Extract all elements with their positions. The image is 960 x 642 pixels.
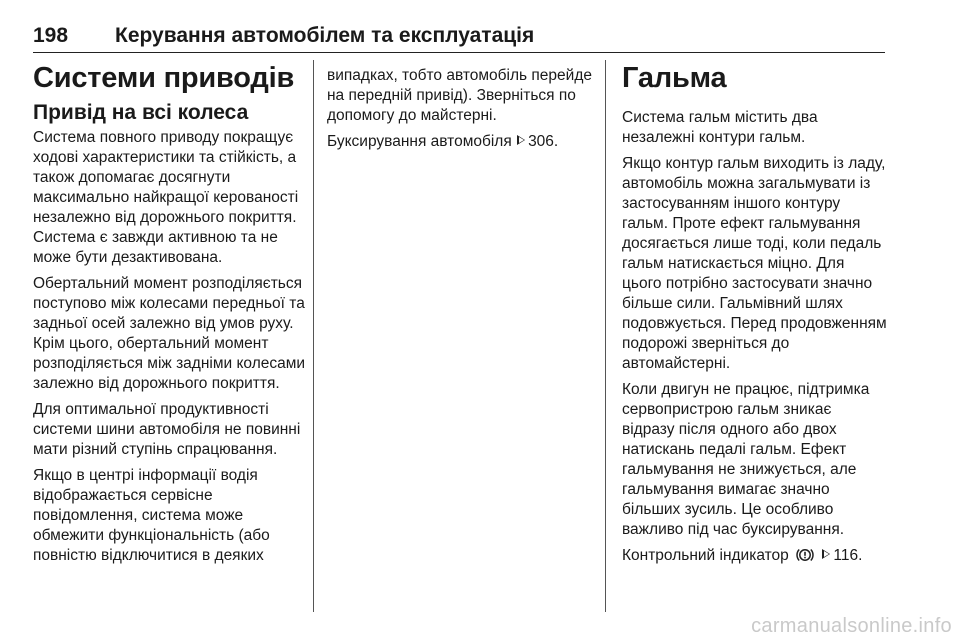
triangle-ref-icon <box>517 135 525 145</box>
section-heading: Гальма <box>622 62 727 94</box>
paragraph: Якщо контур гальм виходить із ладу, автомобіль можна загальмувати із застосуванням іншого контуру гальм. Проте ефект гальмування досягається лише тоді, коли педаль гальм натискається міцно. Для цього потрібно застосувати значно більше сили. Гальмівний шлях подовжується. Перед продовженням подорожі зверніться до автомайстерні. <box>622 155 887 372</box>
paragraph: Система гальм містить два незалежні контури гальм. <box>622 109 818 146</box>
paragraph: Система повного приводу покращує ходові характеристики та стійкість, а також допомагає досягнути максимально найкращої керованості незалежно від дорожнього покриття. Система є завжди активною та не може бути дезактивована. <box>33 129 299 266</box>
paragraph: випадках, тобто автомобіль перейде на передній привід). Зверніться по допомогу до майстерні. <box>327 67 592 124</box>
reference-text: Буксирування автомобіля <box>327 133 512 150</box>
page-reference-link[interactable]: 306. <box>528 133 559 150</box>
brake-warning-icon <box>795 547 815 563</box>
paragraph: Якщо в центрі інформації водія відображається сервісне повідомлення, система може обмежити функціональність (або повністю відключитися в деяких <box>33 467 270 564</box>
column-divider <box>605 60 606 612</box>
running-title: Керування автомобілем та експлуатація <box>115 24 535 47</box>
paragraph: Обертальний момент розподіляється поступово між колесами передньої та задньої осей залежно від умов руху. Крім цього, обертальний момент розподіляється між задніми колесами залежно від дорожнього покриття. <box>33 275 306 392</box>
column-divider <box>313 60 314 612</box>
subsection-heading: Привід на всі колеса <box>33 101 249 124</box>
column-middle <box>327 66 597 612</box>
page-reference-link[interactable]: 116. <box>833 547 863 564</box>
cross-reference <box>327 132 597 152</box>
reference-text: Контрольний індикатор <box>622 547 789 564</box>
page-header <box>33 22 885 53</box>
triangle-ref-icon <box>822 549 830 559</box>
paragraph: Коли двигун не працює, підтримка сервопристрою гальм зникає відразу після одного або двох натискань педалі гальм. Ефект гальмування не знижується, але гальмування вимагає значно більших зусиль. Це особливо важливо під час буксирування. <box>622 381 870 538</box>
section-heading: Системи приводів <box>33 62 295 94</box>
paragraph: Для оптимальної продуктивності системи шини автомобіля не повинні мати різний ступінь спрацювання. <box>33 401 301 458</box>
column-left <box>33 60 308 612</box>
watermark: carmanualsonline.info <box>751 615 952 637</box>
page-number: 198 <box>33 24 69 47</box>
column-right <box>622 60 888 612</box>
cross-reference <box>622 546 888 566</box>
